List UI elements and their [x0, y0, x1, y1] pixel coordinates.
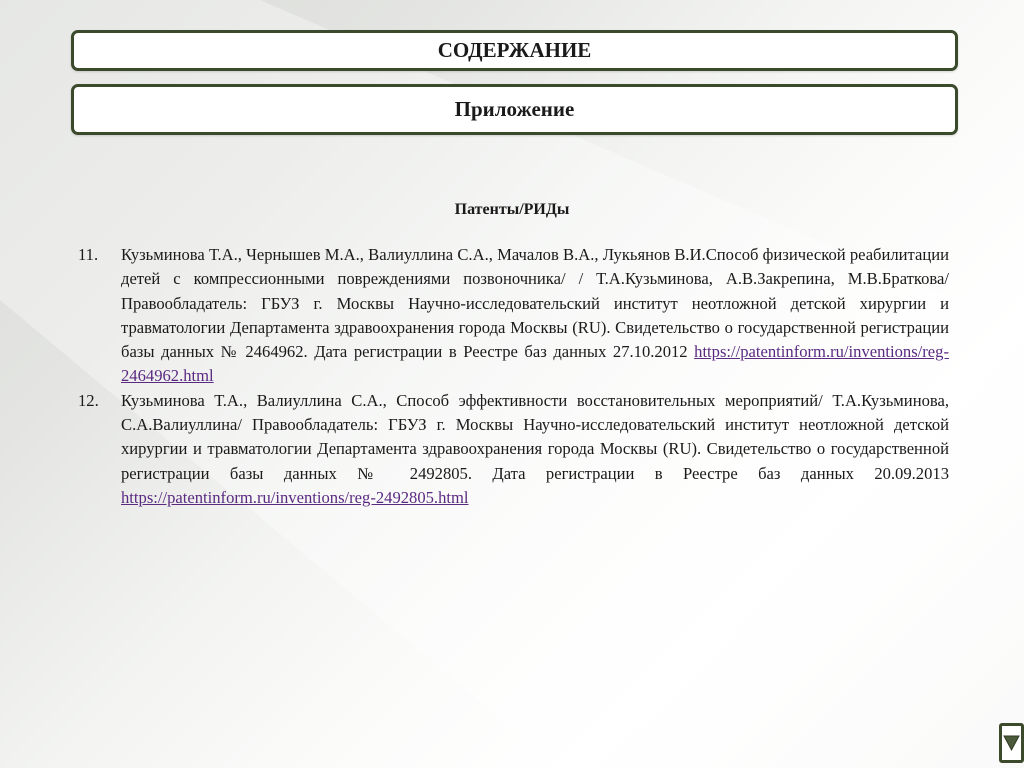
- contents-button[interactable]: [71, 30, 958, 71]
- reference-list: [78, 243, 949, 510]
- appendix-heading: [71, 84, 958, 135]
- reference-body: Кузьминова Т.А., Валиуллина С.А., Способ эффективности восстановительных мероприятий/ Т.А.Кузьминова, С.А.Валиуллина/ Правообладатель: ГБУЗ г. Москвы Научно-исследовательский институт неотложной детской хирургии и травматологии Департамента здравоохранения города Москвы (RU). Свидетельство о государственной регистрации базы данных № 2492805. Дата регистрации в Реестре баз данных 20.09.2013: [121, 390, 949, 483]
- reference-link[interactable]: https://patentinform.ru/inventions/reg-2464962.html: [121, 342, 949, 386]
- reference-text: [121, 243, 949, 389]
- next-slide-button[interactable]: [999, 723, 1024, 763]
- contents-label: СОДЕРЖАНИЕ: [437, 38, 592, 62]
- reference-item: [78, 243, 949, 389]
- reference-number: 12.: [78, 390, 99, 410]
- reference-number: 11.: [78, 245, 99, 264]
- section-title: Патенты/РИДы: [454, 201, 570, 218]
- appendix-label: Приложение: [454, 97, 575, 121]
- reference-link[interactable]: https://patentinform.ru/inventions/reg-2492805.html: [121, 487, 469, 507]
- reference-body: Кузьминова Т.А., Чернышев М.А., Валиуллина С.А., Мачалов В.А., Лукьянов В.И.Способ физической реабилитации детей с компрессионными повреждениями позвоночника/ / Т.А.Кузьминова, А.В.Закрепина, М.В.Браткова/ Правообладатель: ГБУЗ г. Москвы Научно-исследовательский институт неотложной детской хирургии и травматологии Департамента здравоохранения города Москвы (RU). Свидетельство о государственной регистрации базы данных № 2464962. Дата регистрации в Реестре баз данных 27.10.2012: [121, 245, 949, 362]
- reference-text: [121, 389, 949, 510]
- triangle-down-icon: [1003, 733, 1020, 753]
- reference-item: [78, 389, 949, 510]
